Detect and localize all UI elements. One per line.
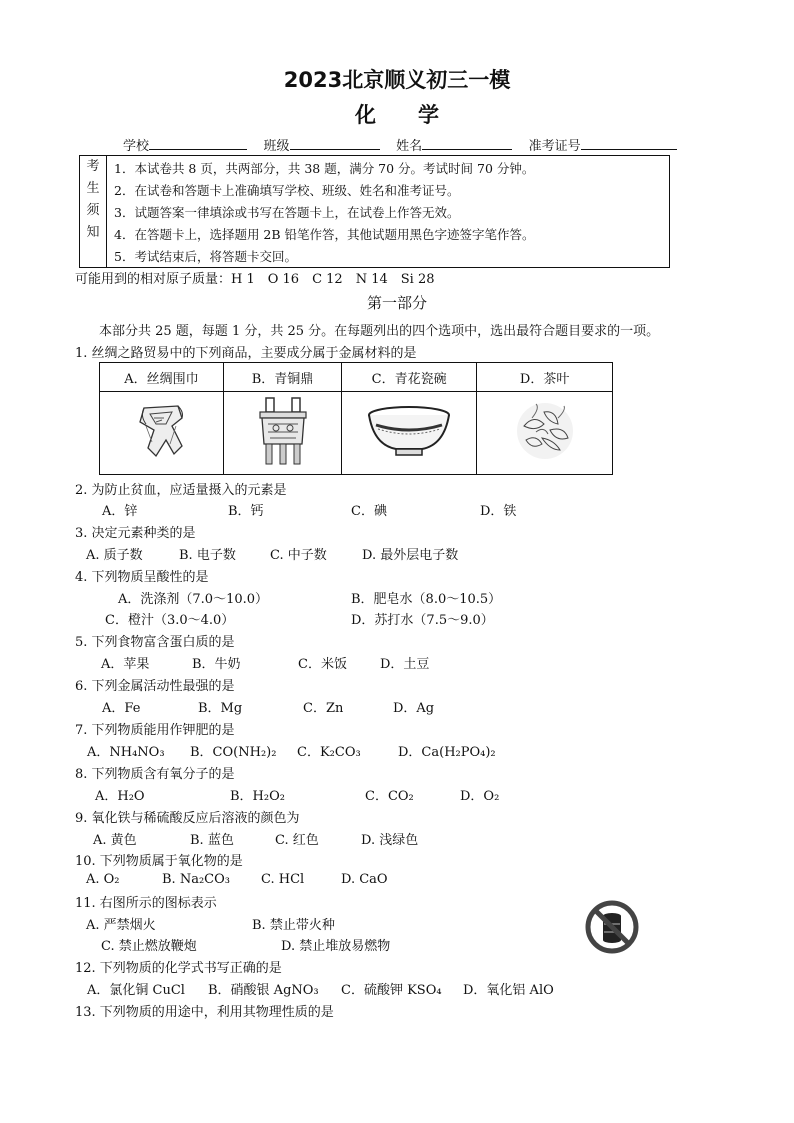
- q3-option-d[interactable]: D. 最外层电子数: [362, 548, 459, 563]
- q10-option-a[interactable]: A. O₂: [86, 872, 120, 887]
- class-label: 班级: [263, 139, 290, 154]
- question-10-stem: 10. 下列物质属于氧化物的是: [75, 854, 243, 869]
- q10-option-d[interactable]: D. CaO: [341, 872, 388, 887]
- q3-option-a[interactable]: A. 质子数: [86, 548, 143, 563]
- q1-option-b[interactable]: B．青铜鼎: [223, 363, 341, 392]
- atomic-mass-note: 可能用到的相对原子质量：H 1 O 16 C 12 N 14 Si 28: [75, 272, 435, 287]
- notice-side-label: 考 生 须 知: [80, 156, 107, 267]
- q12-option-c[interactable]: C．硫酸钾 KSO₄: [341, 983, 442, 998]
- q3-option-c[interactable]: C. 中子数: [270, 548, 327, 563]
- school-label: 学校: [123, 139, 150, 154]
- notice-item: 1．本试卷共 8 页，共两部分，共 38 题，满分 70 分。考试时间 70 分钟。: [114, 161, 535, 176]
- silk-scarf-image: [100, 392, 224, 475]
- question-6-stem: 6. 下列金属活动性最强的是: [75, 679, 235, 694]
- question-12-stem: 12. 下列物质的化学式书写正确的是: [75, 961, 282, 976]
- q9-option-d[interactable]: D. 浅绿色: [361, 833, 419, 848]
- bronze-ding-icon: [248, 392, 318, 470]
- q4-option-b[interactable]: B．肥皂水（8.0～10.5）: [351, 592, 502, 607]
- q6-option-b[interactable]: B．Mg: [198, 701, 243, 716]
- q8-option-a[interactable]: A．H₂O: [95, 789, 145, 804]
- question-4-stem: 4. 下列物质呈酸性的是: [75, 570, 209, 585]
- q4-option-a[interactable]: A．洗涤剂（7.0～10.0）: [118, 592, 269, 607]
- q7-option-c[interactable]: C．K₂CO₃: [297, 745, 361, 760]
- porcelain-bowl-icon: [364, 401, 454, 461]
- q4-option-d[interactable]: D．苏打水（7.5～9.0）: [351, 613, 494, 628]
- q4-option-c[interactable]: C．橙汁（3.0～4.0）: [105, 613, 235, 628]
- q11-option-b[interactable]: B. 禁止带火种: [252, 918, 335, 933]
- notice-item: 2．在试卷和答题卡上准确填写学校、班级、姓名和准考证号。: [114, 183, 460, 198]
- question-7-stem: 7. 下列物质能用作钾肥的是: [75, 723, 235, 738]
- no-flammables-sign-icon: [585, 900, 639, 954]
- q1-option-d[interactable]: D．茶叶: [477, 363, 613, 392]
- q8-option-d[interactable]: D．O₂: [460, 789, 500, 804]
- q10-option-b[interactable]: B. Na₂CO₃: [162, 872, 230, 887]
- notice-box: [79, 155, 670, 268]
- q7-option-b[interactable]: B．CO(NH₂)₂: [190, 745, 277, 760]
- q5-option-d[interactable]: D．土豆: [380, 657, 430, 672]
- q12-option-a[interactable]: A．氯化铜 CuCl: [87, 983, 185, 998]
- tea-leaves-icon: [510, 396, 580, 466]
- question-5-stem: 5. 下列食物富含蛋白质的是: [75, 635, 235, 650]
- question-9-stem: 9. 氧化铁与稀硫酸反应后溶液的颜色为: [75, 811, 300, 826]
- question-1-stem: 1. 丝绸之路贸易中的下列商品，主要成分属于金属材料的是: [75, 346, 417, 361]
- q9-option-c[interactable]: C. 红色: [275, 833, 319, 848]
- section-title: 第一部分: [366, 294, 427, 312]
- q6-option-d[interactable]: D．Ag: [393, 701, 435, 716]
- q2-option-c[interactable]: C．碘: [351, 504, 387, 519]
- q10-option-c[interactable]: C. HCl: [261, 872, 305, 887]
- q2-option-a[interactable]: A．锌: [102, 504, 138, 519]
- question-13-stem: 13. 下列物质的用途中，利用其物理性质的是: [75, 1005, 334, 1020]
- q5-option-b[interactable]: B．牛奶: [192, 657, 241, 672]
- q11-option-a[interactable]: A. 严禁烟火: [86, 918, 156, 933]
- notice-item: 5．考试结束后，将答题卡交回。: [114, 249, 297, 264]
- q8-option-c[interactable]: C．CO₂: [365, 789, 414, 804]
- class-field[interactable]: [290, 137, 380, 150]
- q11-option-c[interactable]: C. 禁止燃放鞭炮: [101, 939, 197, 954]
- q2-option-b[interactable]: B．钙: [228, 504, 264, 519]
- name-field[interactable]: [422, 137, 512, 150]
- subject-title: 化学: [355, 103, 481, 127]
- name-label: 姓名: [396, 139, 423, 154]
- tea-leaves-image: [477, 392, 613, 475]
- silk-scarf-icon: [126, 396, 196, 466]
- bronze-ding-image: [223, 392, 341, 475]
- section-intro: 本部分共 25 题，每题 1 分，共 25 分。在每题列出的四个选项中，选出最符合题目要求的一项。: [99, 324, 660, 339]
- q9-option-a[interactable]: A. 黄色: [93, 833, 137, 848]
- exam-id-field[interactable]: [581, 137, 677, 150]
- q12-option-b[interactable]: B．硝酸银 AgNO₃: [208, 983, 319, 998]
- porcelain-bowl-image: [342, 392, 477, 475]
- q6-option-a[interactable]: A．Fe: [102, 701, 141, 716]
- q7-option-a[interactable]: A．NH₄NO₃: [87, 745, 165, 760]
- question-3-stem: 3. 决定元素种类的是: [75, 526, 196, 541]
- q2-option-d[interactable]: D．铁: [480, 504, 517, 519]
- q9-option-b[interactable]: B. 蓝色: [190, 833, 234, 848]
- page-title: 2023北京顺义初三一模: [283, 68, 511, 92]
- q12-option-d[interactable]: D．氧化铝 AlO: [463, 983, 554, 998]
- q11-option-d[interactable]: D. 禁止堆放易燃物: [281, 939, 391, 954]
- question-1-table: [99, 362, 613, 475]
- q6-option-c[interactable]: C．Zn: [303, 701, 344, 716]
- q5-option-a[interactable]: A．苹果: [101, 657, 150, 672]
- question-11-stem: 11. 右图所示的图标表示: [75, 896, 217, 911]
- q7-option-d[interactable]: D．Ca(H₂PO₄)₂: [398, 745, 496, 760]
- school-field[interactable]: [149, 137, 247, 150]
- question-2-stem: 2. 为防止贫血，应适量摄入的元素是: [75, 483, 287, 498]
- notice-item: 3．试题答案一律填涂或书写在答题卡上，在试卷上作答无效。: [114, 205, 460, 220]
- notice-item: 4．在答题卡上，选择题用 2B 铅笔作答，其他试题用黑色字迹签字笔作答。: [114, 227, 535, 242]
- q5-option-c[interactable]: C．米饭: [298, 657, 347, 672]
- q1-option-a[interactable]: A．丝绸围巾: [100, 363, 224, 392]
- student-info-line: [123, 135, 677, 154]
- q3-option-b[interactable]: B. 电子数: [179, 548, 236, 563]
- q8-option-b[interactable]: B．H₂O₂: [230, 789, 285, 804]
- q1-option-c[interactable]: C．青花瓷碗: [342, 363, 477, 392]
- question-8-stem: 8. 下列物质含有氧分子的是: [75, 767, 235, 782]
- exam-id-label: 准考证号: [528, 139, 581, 154]
